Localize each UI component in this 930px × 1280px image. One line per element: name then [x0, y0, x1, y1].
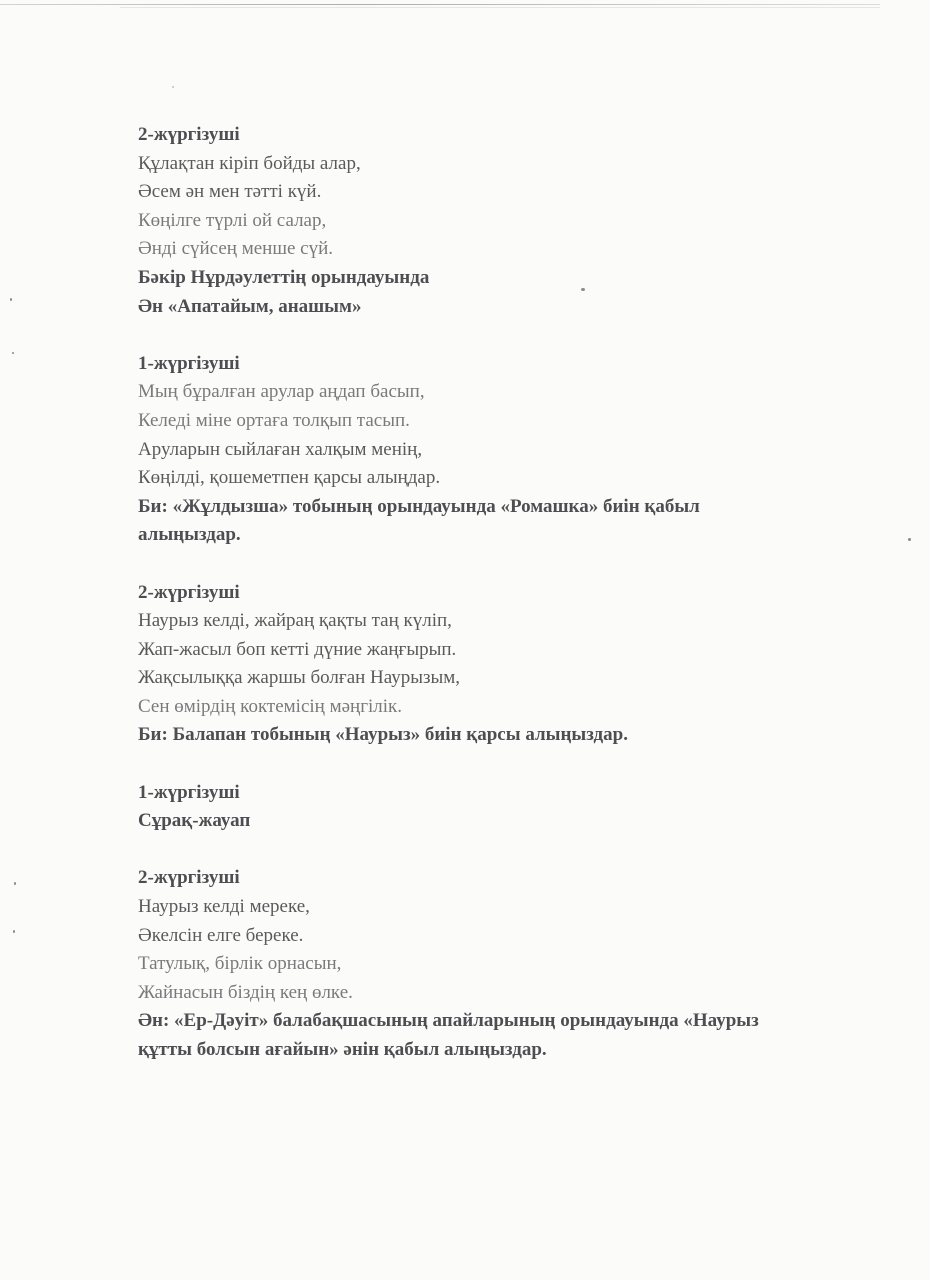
speaker-heading: 1-жүргізуші — [138, 352, 240, 374]
verse-line: Келеді міне ортаға толқып тасып. — [138, 409, 410, 431]
verse-line: Наурыз келді, жайраң қақты таң күліп, — [138, 610, 452, 632]
scan-speck — [14, 882, 16, 885]
verse-line: Көңілді, қошеметпен қарсы алыңдар. — [138, 467, 441, 489]
section-gap — [138, 750, 858, 779]
verse-line: Жайнасын біздің кең өлке. — [138, 981, 353, 1003]
section-4 — [138, 779, 858, 836]
verse-line: Наурыз келді мереке, — [138, 896, 310, 918]
verse-line: Құлақтан кіріп бойды алар, — [138, 152, 361, 174]
announcement-line: Ән: «Ер-Дәуіт» балабақшасының апайларының орындауында «Наурыз — [138, 1010, 759, 1032]
verse-line: Татулық, бірлік орнасын, — [138, 953, 342, 975]
scan-speck — [908, 538, 911, 541]
scan-speck — [12, 352, 14, 354]
section-2 — [138, 350, 858, 550]
scan-speck — [13, 930, 15, 933]
verse-line: Әнді сүйсең менше сүй. — [138, 238, 333, 260]
section-5 — [138, 864, 858, 1064]
announcement-line: алыңыздар. — [138, 524, 241, 546]
announcement-line: Ән «Апатайым, анашым» — [138, 295, 362, 317]
verse-line: Жап-жасыл боп кетті дүние жаңғырып. — [138, 638, 457, 660]
section-1 — [138, 121, 858, 321]
announcement-line: Сұрақ-жауап — [138, 810, 251, 832]
verse-line: Әсем ән мен тәтті күй. — [138, 181, 322, 203]
speaker-heading: 2-жүргізуші — [138, 867, 240, 889]
announcement-line: Бәкір Нұрдәулеттің орындауында — [138, 266, 430, 288]
verse-line: Жақсылыққа жаршы болған Наурызым, — [138, 667, 461, 689]
scan-edge-line — [0, 4, 880, 5]
section-gap — [138, 836, 858, 865]
verse-line: Аруларын сыйлаған халқым менің, — [138, 438, 423, 460]
announcement-line: құтты болсын ағайын» әнін қабыл алыңыздар. — [138, 1039, 547, 1060]
verse-line: Сен өмірдің коктемісің мәңгілік. — [138, 695, 403, 717]
scan-speck — [10, 298, 12, 301]
verse-line: Әкелсін елге береке. — [138, 924, 304, 946]
section-gap — [138, 550, 858, 579]
announcement-line: Би: «Жұлдызша» тобының орындауында «Ромашка» биін қабыл — [138, 495, 700, 517]
speaker-heading: 1-жүргізуші — [138, 781, 240, 803]
section-gap — [138, 321, 858, 350]
section-3 — [138, 579, 858, 751]
verse-line: Көңілге түрлі ой салар, — [138, 209, 327, 231]
speaker-heading: 2-жүргізуші — [138, 124, 240, 145]
verse-line: Мың бұралған арулар аңдап басып, — [138, 381, 425, 403]
announcement-line: Би: Балапан тобының «Наурыз» биін қарсы алыңыздар. — [138, 724, 628, 746]
document-body — [138, 121, 858, 1065]
scan-speck — [172, 86, 174, 88]
speaker-heading: 2-жүргізуші — [138, 581, 240, 603]
scan-edge-line-secondary — [120, 7, 880, 8]
